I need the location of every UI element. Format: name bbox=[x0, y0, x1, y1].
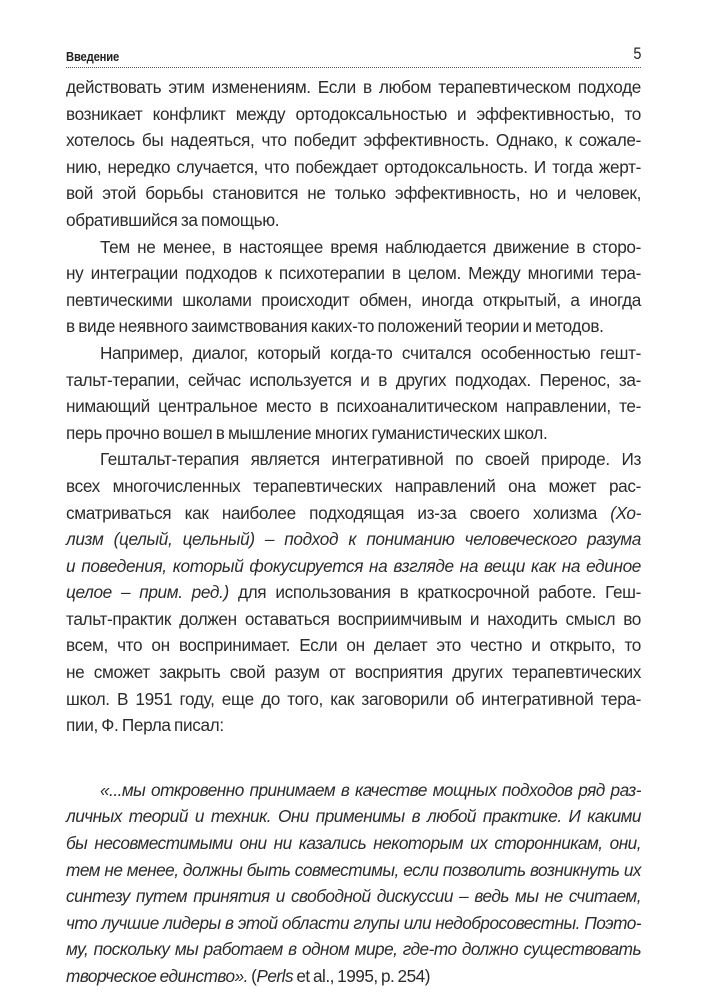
text-line: всех многочисленных терапевтических направлений она может рас- bbox=[66, 475, 641, 496]
running-header bbox=[66, 42, 641, 68]
text-line: всем, что он воспринимает. Если он делает это честно и открыто, то bbox=[66, 635, 641, 656]
paragraph-2 bbox=[66, 234, 641, 340]
quote-line: синтезу путем принятия и свободной дискуссии – ведь мы не считаем, bbox=[66, 886, 641, 907]
quote-line: личных теорий и техник. Они применимы в любой практике. И какими bbox=[66, 806, 641, 827]
spacer bbox=[66, 739, 641, 777]
text-line: вой этой борьбы становится не только эффективность, но и человек, bbox=[66, 183, 641, 204]
text-line: обратившийся за помощью. bbox=[66, 209, 280, 230]
quote-line: тем не менее, должны быть совместимы, если позволить возникнуть их bbox=[66, 859, 641, 880]
citation: (Perls et al., 1995, p. 254) bbox=[247, 966, 430, 986]
text-line: тальт-практик должен оставаться восприимчивым и находить смысл во bbox=[66, 608, 641, 629]
text-line: перь прочно вошел в мышление многих гуманистических школ. bbox=[66, 422, 548, 443]
text-line-mixed: сматриваться как наиболее подходящая из-за своего холизма (Хо- bbox=[66, 502, 641, 523]
block-quote bbox=[66, 777, 641, 990]
text-line: в виде неявного заимствования каких-то положений теории и методов. bbox=[66, 316, 604, 337]
page-number: 5 bbox=[632, 44, 641, 63]
editor-note-tail: целое – прим. ред.) bbox=[66, 582, 229, 603]
text-line-mixed: целое – прим. ред.) для использования в краткосрочной работе. Геш- bbox=[66, 582, 641, 603]
text-line: тальт-терапии, сейчас используется и в других подходах. Перенос, за- bbox=[66, 369, 641, 390]
editor-note-line: и поведения, который фокусируется на взгляде на вещи как на единое bbox=[66, 555, 641, 576]
paragraph-4 bbox=[66, 446, 641, 739]
body-text bbox=[66, 74, 641, 990]
text-line: возникает конфликт между ортодоксальностью и эффективностью, то bbox=[66, 103, 641, 124]
text-line: нию, нередко случается, что побеждает ортодоксальность. И тогда жерт- bbox=[66, 156, 641, 177]
citation-author: Perls bbox=[256, 966, 294, 986]
text-line: школ. В 1951 году, еще до того, как заговорили об интегративной тера- bbox=[66, 688, 641, 709]
text-line: ну интеграции подходов к психотерапии в целом. Между многими тера- bbox=[66, 263, 641, 284]
text-line: Тем не менее, в настоящее время наблюдается движение в сторо- bbox=[100, 236, 641, 257]
footnote-italic: (Хо- bbox=[610, 502, 641, 523]
text-line: Например, диалог, который когда-то считался особенностью гешт- bbox=[100, 342, 641, 363]
text-line: нимающий центральное место в психоаналитическом направлении, те- bbox=[66, 396, 641, 417]
quote-line: что лучшие лидеры в этой области глупы или недобросовестны. Поэто- bbox=[66, 912, 641, 933]
paragraph-1 bbox=[66, 74, 641, 234]
text-line: Гештальт-терапия является интегративной по своей природе. Из bbox=[100, 449, 641, 470]
editor-note-line: лизм (целый, цельный) – подход к пониманию человеческого разума bbox=[66, 529, 641, 550]
text-line: действовать этим изменениям. Если в любом терапевтическом подходе bbox=[66, 77, 641, 97]
quote-line: «...мы откровенно принимаем в качестве мощных подходов ряд раз- bbox=[100, 779, 641, 800]
text-line: пии, Ф. Перла писал: bbox=[66, 715, 224, 736]
text-line: певтическими школами происходит обмен, иногда открытый, а иногда bbox=[66, 289, 641, 310]
paragraph-3 bbox=[66, 340, 641, 446]
text-line: хотелось бы надеяться, что победит эффективность. Однако, к сожале- bbox=[66, 130, 641, 151]
text-line: не сможет закрыть свой разум от восприятия других терапевтических bbox=[66, 662, 641, 683]
quote-line: му, поскольку мы работаем в одном мире, где-то должно существовать bbox=[66, 939, 641, 960]
quote-line: бы несовместимыми они ни казались некоторым их сторонникам, они, bbox=[66, 833, 641, 854]
quote-line-last: творческое единство». (Perls et al., 1995, p. 254) bbox=[66, 966, 430, 986]
running-title: Введение bbox=[66, 50, 120, 64]
